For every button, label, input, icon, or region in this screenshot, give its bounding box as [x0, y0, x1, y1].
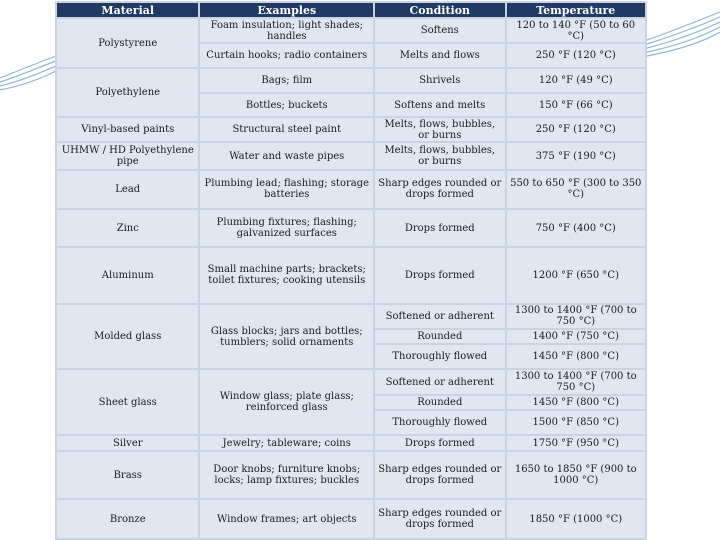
material-cell: Molded glass [57, 305, 198, 369]
examples-cell: Small machine parts; brackets; toilet fixtures; cooking utensils [200, 248, 373, 303]
examples-cell: Window glass; plate glass; reinforced glass [200, 370, 373, 434]
table-row [57, 370, 645, 393]
material-cell: Silver [57, 436, 198, 450]
table-row [57, 171, 645, 209]
temperature-cell: 250 °F (120 °C) [507, 118, 646, 141]
material-cell: Bronze [57, 500, 198, 538]
examples-cell: Glass blocks; jars and bottles; tumblers; solid ornaments [200, 305, 373, 369]
table-row [57, 69, 645, 92]
temperature-cell: 1300 to 1400 °F (700 to 750 °C) [507, 305, 646, 328]
table-row [57, 19, 645, 42]
condition-cell: Drops formed [375, 436, 504, 450]
table-container [55, 1, 647, 540]
examples-cell: Jewelry; tableware; coins [200, 436, 373, 450]
table-row [57, 210, 645, 246]
material-cell: Brass [57, 452, 198, 498]
examples-cell: Plumbing fixtures; flashing; galvanized surfaces [200, 210, 373, 246]
left-swoosh-lines [0, 56, 56, 90]
examples-cell: Water and waste pipes [200, 143, 373, 168]
examples-cell: Plumbing lead; flashing; storage batteries [200, 171, 373, 209]
condition-cell: Melts, flows, bubbles, or burns [375, 118, 504, 141]
condition-cell: Drops formed [375, 210, 504, 246]
examples-cell: Foam insulation; light shades; handles [200, 19, 373, 42]
temperature-cell: 1450 °F (800 °C) [507, 345, 646, 368]
header-row [57, 3, 645, 17]
examples-cell: Structural steel paint [200, 118, 373, 141]
material-cell: Vinyl-based paints [57, 118, 198, 141]
table-row [57, 452, 645, 498]
header-examples: Examples [200, 3, 373, 17]
condition-cell: Melts and flows [375, 44, 504, 67]
condition-cell: Drops formed [375, 248, 504, 303]
condition-cell: Shrivels [375, 69, 504, 92]
temperature-cell: 1450 °F (800 °C) [507, 396, 646, 410]
table-row [57, 143, 645, 168]
temperature-cell: 150 °F (66 °C) [507, 94, 646, 116]
temperature-cell: 250 °F (120 °C) [507, 44, 646, 67]
temperature-cell: 550 to 650 °F (300 to 350 °C) [507, 171, 646, 209]
material-cell: Polyethylene [57, 69, 198, 116]
temperature-cell: 1400 °F (750 °C) [507, 330, 646, 344]
condition-cell: Sharp edges rounded or drops formed [375, 452, 504, 498]
temperature-cell: 375 °F (190 °C) [507, 143, 646, 168]
table-row [57, 305, 645, 328]
temperature-cell: 1850 °F (1000 °C) [507, 500, 646, 538]
right-swoosh-lines [647, 12, 720, 56]
examples-cell: Curtain hooks; radio containers [200, 44, 373, 67]
condition-cell: Softens [375, 19, 504, 42]
condition-cell: Sharp edges rounded or drops formed [375, 171, 504, 209]
examples-cell: Window frames; art objects [200, 500, 373, 538]
material-cell: Aluminum [57, 248, 198, 303]
condition-cell: Rounded [375, 396, 504, 410]
temperature-cell: 120 °F (49 °C) [507, 69, 646, 92]
condition-cell: Sharp edges rounded or drops formed [375, 500, 504, 538]
temperature-cell: 120 to 140 °F (50 to 60 °C) [507, 19, 646, 42]
header-material: Material [57, 3, 198, 17]
table-row [57, 248, 645, 303]
condition-cell: Rounded [375, 330, 504, 344]
temperature-cell: 1650 to 1850 °F (900 to 1000 °C) [507, 452, 646, 498]
condition-cell: Softens and melts [375, 94, 504, 116]
examples-cell: Bags; film [200, 69, 373, 92]
table-row [57, 500, 645, 538]
material-cell: Lead [57, 171, 198, 209]
fire-temperature-table [55, 1, 647, 540]
header-temperature: Temperature [507, 3, 646, 17]
temperature-cell: 1300 to 1400 °F (700 to 750 °C) [507, 370, 646, 393]
material-cell: UHMW / HD Polyethylene pipe [57, 143, 198, 168]
table-row [57, 118, 645, 141]
material-cell: Polystyrene [57, 19, 198, 67]
material-cell: Sheet glass [57, 370, 198, 434]
condition-cell: Thoroughly flowed [375, 411, 504, 434]
header-condition: Condition [375, 3, 504, 17]
temperature-cell: 1750 °F (950 °C) [507, 436, 646, 450]
temperature-cell: 1200 °F (650 °C) [507, 248, 646, 303]
condition-cell: Melts, flows, bubbles, or burns [375, 143, 504, 168]
table-row [57, 436, 645, 450]
material-cell: Zinc [57, 210, 198, 246]
examples-cell: Bottles; buckets [200, 94, 373, 116]
temperature-cell: 750 °F (400 °C) [507, 210, 646, 246]
condition-cell: Thoroughly flowed [375, 345, 504, 368]
condition-cell: Softened or adherent [375, 370, 504, 393]
examples-cell: Door knobs; furniture knobs; locks; lamp fixtures; buckles [200, 452, 373, 498]
temperature-cell: 1500 °F (850 °C) [507, 411, 646, 434]
condition-cell: Softened or adherent [375, 305, 504, 328]
